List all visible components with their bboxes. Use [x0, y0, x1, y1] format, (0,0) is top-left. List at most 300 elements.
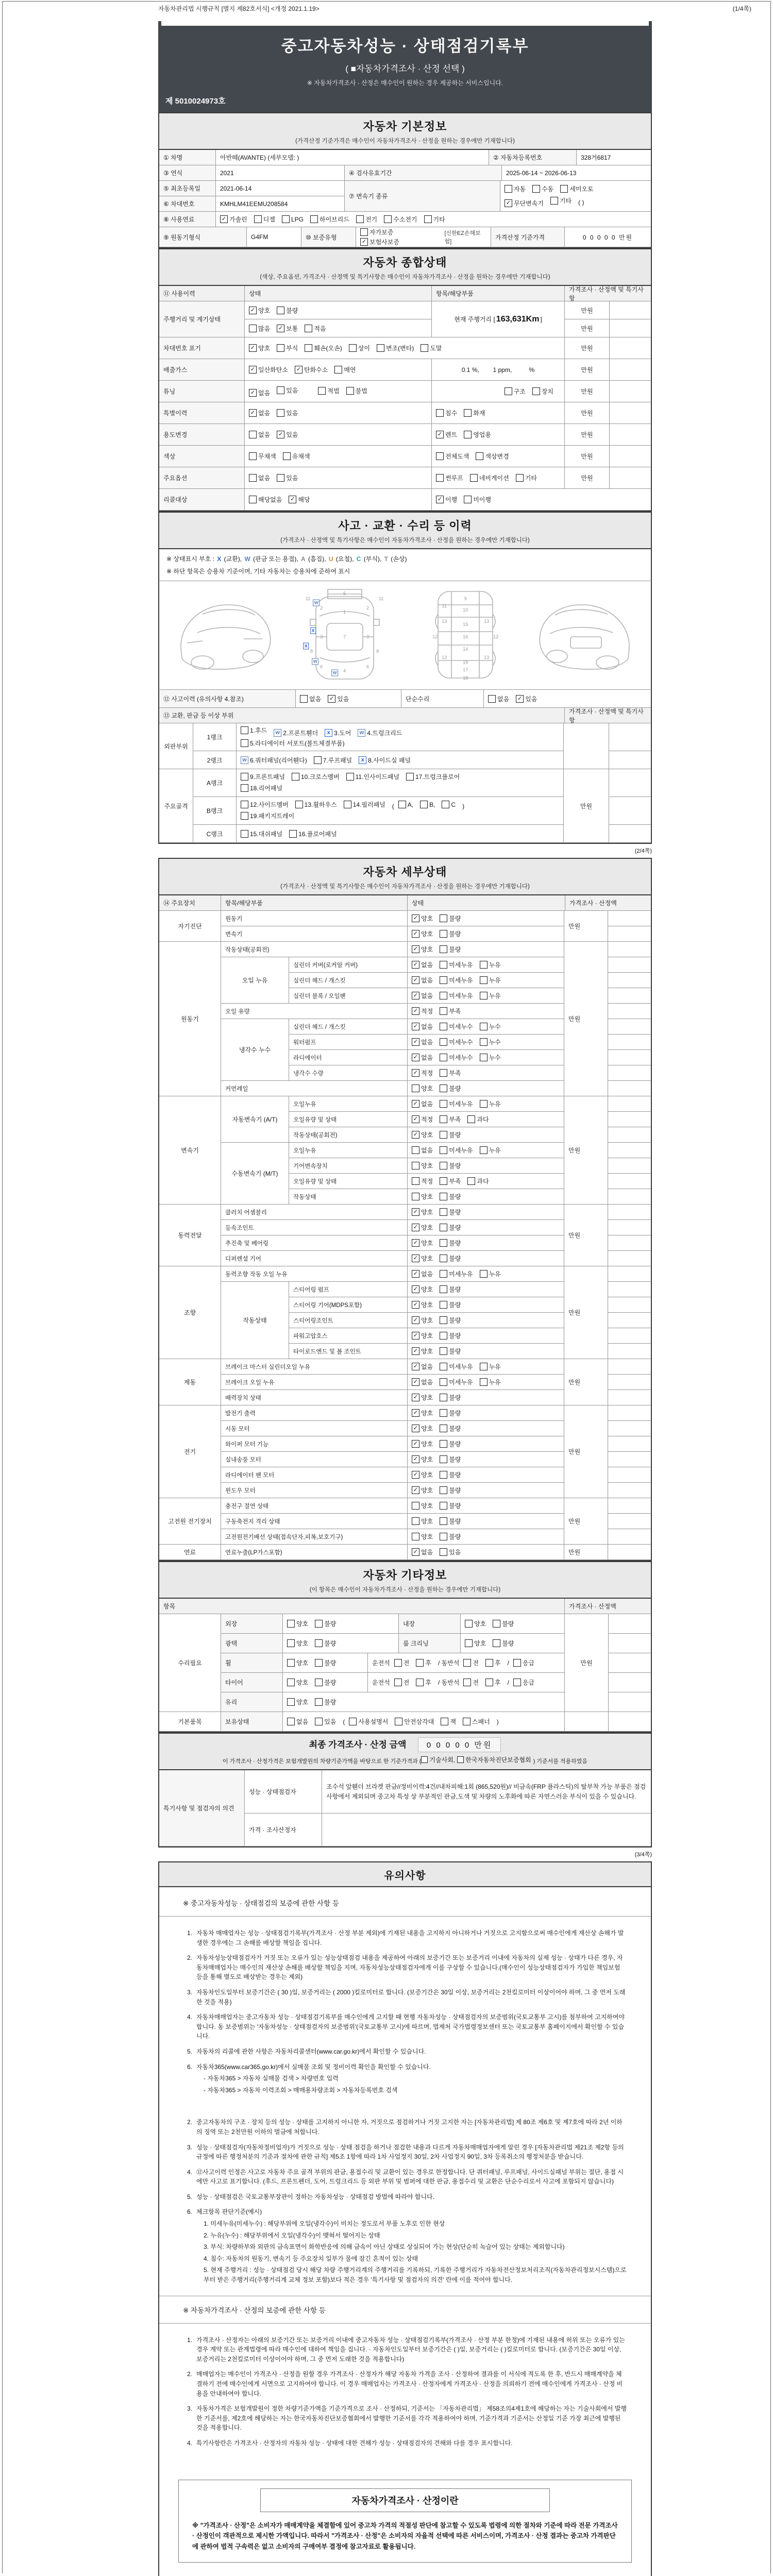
detail-item-row	[289, 1282, 564, 1297]
checkbox-option[interactable]	[412, 1099, 433, 1108]
checkbox-option[interactable]	[360, 238, 399, 246]
notice-item	[180, 1988, 627, 2007]
checkbox-option[interactable]	[465, 1619, 486, 1628]
checkbox-option[interactable]	[277, 430, 298, 439]
checkbox-option[interactable]	[359, 756, 411, 765]
checkbox-option[interactable]	[241, 800, 289, 809]
checkbox-option[interactable]	[314, 756, 352, 765]
checkbox-option[interactable]	[421, 1755, 455, 1764]
notice-item	[180, 2404, 627, 2433]
option-label: 해당없음	[258, 496, 282, 503]
checkbox-icon	[300, 695, 308, 703]
checkbox-option[interactable]	[440, 1223, 461, 1232]
checkbox-option[interactable]	[480, 1378, 501, 1386]
option-label: 불량	[449, 1209, 461, 1216]
option-label: 불량	[324, 1620, 337, 1628]
checkbox-option[interactable]	[440, 1084, 461, 1093]
checkbox-option[interactable]	[463, 1717, 490, 1726]
checkbox-option[interactable]	[420, 801, 435, 808]
notice-item-text: ⑫사고이력 인정은 사고로 자동차 주요 골격 부위의 판금, 용접수리 및 교환이 있는 경우로 한정합니다. 단 쿼터패널, 루프패널, 사이드실패널 부위는 절단, 용접 시에만 사고로 표기합니다. (후드, 프론트펜더, 도어, 트렁크리드 등 외판 부위 및 범퍼에 대한 판금, 용접수리 및 교환은 단순수리로서 사고에 포함되지 않습니다)	[196, 2168, 624, 2185]
checkbox-option[interactable]	[277, 386, 298, 395]
checkbox-checked-icon: ✓	[412, 1069, 419, 1077]
checkbox-option[interactable]	[532, 387, 553, 396]
checkbox-option[interactable]	[412, 914, 433, 923]
checkbox-checked-icon: ✓	[412, 1409, 419, 1417]
checkbox-option[interactable]	[476, 452, 509, 461]
checkbox-option[interactable]	[440, 1486, 461, 1495]
checkbox-option[interactable]	[467, 1115, 489, 1124]
checkbox-option[interactable]	[412, 1548, 433, 1556]
checkbox-option[interactable]	[249, 452, 276, 461]
checkbox-option[interactable]	[440, 1424, 461, 1433]
checkbox-checked-icon: ✓	[412, 1239, 419, 1247]
checkbox-checked-icon: ✓	[249, 366, 257, 374]
checkbox-option[interactable]	[440, 1208, 461, 1216]
checkbox-option[interactable]	[295, 365, 328, 374]
checkbox-option[interactable]	[277, 344, 298, 352]
checkbox-option[interactable]	[249, 388, 270, 397]
checkbox-option[interactable]	[440, 1517, 461, 1526]
notice-item-number: 3.	[187, 1988, 192, 1996]
checkbox-option[interactable]	[442, 801, 456, 808]
checkbox-option[interactable]	[289, 829, 337, 838]
warranty-type-label: ⑩ 보증유형	[301, 227, 356, 247]
option-label: 불량	[449, 1131, 461, 1139]
checkbox-option[interactable]	[315, 1678, 336, 1687]
device-items	[221, 1205, 564, 1266]
option-label: 기타	[559, 197, 572, 205]
checkbox-option[interactable]	[315, 1658, 336, 1667]
checkbox-icon	[287, 1639, 295, 1647]
checkbox-option[interactable]	[412, 1439, 433, 1448]
checkbox-option[interactable]	[412, 929, 433, 938]
checkbox-option[interactable]	[360, 228, 393, 236]
checkbox-option[interactable]	[412, 1424, 433, 1433]
checkbox-option[interactable]	[412, 1455, 433, 1464]
checkbox-option[interactable]	[412, 1501, 433, 1510]
checkbox-option[interactable]	[412, 1069, 433, 1077]
checkbox-option[interactable]	[550, 196, 572, 205]
checkbox-option[interactable]	[493, 1619, 514, 1628]
checkbox-option[interactable]	[493, 1639, 514, 1648]
checkbox-option[interactable]	[249, 430, 270, 439]
checkbox-option[interactable]	[440, 1099, 473, 1108]
checkbox-option[interactable]	[412, 1130, 433, 1139]
checkbox-option[interactable]	[480, 1099, 501, 1108]
checkbox-option[interactable]	[436, 430, 457, 439]
notice-item	[180, 2117, 627, 2137]
checkbox-option[interactable]	[249, 495, 282, 504]
checkbox-option[interactable]	[516, 694, 537, 703]
checkbox-option[interactable]	[440, 1038, 473, 1046]
notice-box	[158, 1887, 652, 2576]
checkbox-option[interactable]	[346, 386, 367, 395]
option-label: 네비게이션	[479, 474, 509, 482]
checkbox-option[interactable]	[287, 1658, 308, 1667]
checkbox-option[interactable]	[412, 1022, 433, 1031]
checkbox-option[interactable]	[412, 1208, 433, 1216]
detail-item-row	[289, 1112, 564, 1127]
checkbox-option[interactable]	[412, 1161, 433, 1170]
rank1-items	[237, 723, 564, 751]
checkbox-option[interactable]	[440, 1548, 461, 1556]
room-cleaning-status	[461, 1634, 565, 1653]
checkbox-option[interactable]	[220, 215, 247, 224]
checkbox-option[interactable]	[412, 1517, 433, 1526]
checkbox-option[interactable]	[440, 1393, 461, 1402]
option-label: 양호	[296, 1679, 309, 1686]
checkbox-icon	[440, 1394, 447, 1401]
option-text: /	[507, 1679, 509, 1686]
checkbox-option[interactable]	[440, 1269, 473, 1278]
checkbox-option[interactable]	[436, 495, 457, 504]
option-label: 18.리어패널	[250, 785, 283, 792]
checkbox-option[interactable]	[464, 430, 491, 439]
device-name: 연료	[159, 1545, 221, 1560]
checkbox-option[interactable]	[480, 1053, 501, 1062]
detail-item-row	[221, 1205, 564, 1220]
exchange-price-header: 가격조사 · 산정액 및 특기사항	[565, 708, 651, 723]
checkbox-option[interactable]	[295, 800, 337, 809]
checkbox-option[interactable]	[315, 1639, 336, 1648]
checkbox-option[interactable]	[315, 1619, 336, 1628]
checkbox-option[interactable]	[412, 1223, 433, 1232]
checkbox-icon	[440, 1486, 447, 1494]
checkbox-option[interactable]	[412, 945, 433, 954]
checkbox-option[interactable]	[305, 324, 326, 333]
checkbox-option[interactable]	[424, 215, 445, 224]
checkbox-option[interactable]	[249, 306, 270, 315]
checkbox-option[interactable]	[349, 344, 370, 352]
option-label: 안전삼각대	[404, 1718, 434, 1725]
checkbox-option[interactable]	[465, 1639, 486, 1648]
checkbox-option[interactable]	[277, 409, 298, 417]
notice-items	[159, 2324, 651, 2459]
detail-item-row	[221, 1452, 564, 1467]
car-diagram-underbody-view	[408, 585, 523, 684]
checkbox-option[interactable]	[249, 324, 270, 333]
checkbox-option[interactable]	[412, 976, 433, 985]
checkbox-option[interactable]	[287, 1717, 308, 1726]
checkbox-option[interactable]	[436, 452, 469, 461]
usage-change-label: 용도변경	[159, 424, 245, 446]
checkbox-option[interactable]	[406, 772, 460, 781]
checkbox-option[interactable]	[441, 1717, 456, 1726]
option-label: 없음	[421, 1270, 433, 1278]
price-unit: 만원	[564, 1498, 608, 1545]
checkbox-option[interactable]	[440, 1254, 461, 1263]
first-reg-label: ⑤ 최초등록일	[159, 181, 216, 196]
checkbox-option[interactable]	[480, 976, 501, 985]
checkbox-option[interactable]	[505, 184, 526, 193]
option-label: 16.플로어패널	[298, 830, 337, 838]
checkbox-option[interactable]	[283, 452, 310, 461]
checkbox-option[interactable]	[394, 1678, 410, 1687]
checkbox-option[interactable]	[485, 1658, 501, 1667]
document-note: ※ 자동차가격조사 · 산정은 매수인이 원하는 경우 제공하는 서비스입니다.	[307, 79, 503, 87]
checkbox-option[interactable]	[440, 1130, 461, 1139]
checkbox-option[interactable]	[480, 1362, 501, 1371]
checkbox-option[interactable]	[241, 739, 345, 748]
note-cell	[608, 1065, 651, 1081]
checkbox-icon	[440, 1471, 447, 1479]
option-label: 기타	[525, 474, 537, 482]
checkbox-icon	[277, 409, 284, 417]
checkbox-checked-icon: ✓	[412, 1054, 419, 1061]
checkbox-option[interactable]	[412, 1300, 433, 1309]
option-label: 불량	[449, 1348, 461, 1355]
checkbox-option[interactable]	[480, 1022, 501, 1031]
checkbox-option[interactable]	[412, 1239, 433, 1247]
checkbox-option[interactable]	[516, 473, 537, 482]
checkbox-option[interactable]	[412, 1316, 433, 1325]
item-name: 냉각수 수량	[289, 1065, 408, 1081]
checkbox-option[interactable]	[412, 1532, 433, 1541]
checkbox-option[interactable]	[440, 1470, 461, 1479]
option-label: 잭	[450, 1718, 456, 1725]
checkbox-option[interactable]	[325, 728, 351, 737]
item-name: 연료누출(LP가스포함)	[221, 1545, 408, 1560]
checkbox-option[interactable]	[241, 726, 267, 735]
checkbox-option[interactable]	[440, 1455, 461, 1464]
option-text: 운전석	[372, 1679, 390, 1686]
col-status: 상태	[408, 895, 565, 911]
checkbox-option[interactable]	[315, 1698, 336, 1706]
checkbox-option[interactable]	[440, 945, 461, 954]
option-label: 없음	[296, 1718, 309, 1725]
checkbox-icon	[464, 496, 472, 503]
checkbox-option[interactable]	[436, 473, 463, 482]
checkbox-option[interactable]	[412, 1007, 433, 1015]
checkbox-option[interactable]	[249, 473, 270, 482]
checkbox-option[interactable]	[436, 409, 457, 417]
checkbox-option[interactable]	[464, 409, 485, 417]
checkbox-option[interactable]	[241, 829, 282, 838]
checkbox-icon	[249, 452, 257, 460]
checkbox-option[interactable]	[287, 1678, 308, 1687]
checkbox-option[interactable]	[416, 1658, 431, 1667]
checkbox-option[interactable]	[249, 344, 270, 352]
engine-type-value: G4FM	[247, 227, 301, 247]
checkbox-option[interactable]	[440, 1177, 461, 1185]
checkbox-option[interactable]	[254, 215, 275, 224]
checkbox-option[interactable]	[513, 1678, 534, 1687]
checkbox-option[interactable]	[305, 344, 342, 352]
sub-group-name: 수동변속기 (M/T)	[221, 1143, 289, 1205]
checkbox-option[interactable]	[292, 772, 340, 781]
checkbox-option[interactable]	[287, 1639, 308, 1648]
checkbox-option[interactable]	[300, 694, 321, 703]
checkbox-option[interactable]	[440, 1331, 461, 1340]
checkbox-option[interactable]	[505, 387, 526, 396]
checkbox-option[interactable]	[412, 1254, 433, 1263]
detail-item-row	[221, 1220, 564, 1235]
option-label: 후	[495, 1679, 501, 1686]
checkbox-option[interactable]	[440, 991, 473, 1000]
checkbox-icon	[305, 325, 312, 332]
checkbox-option[interactable]	[440, 1409, 461, 1417]
checkbox-option[interactable]	[488, 694, 509, 703]
checkbox-option[interactable]	[480, 1146, 501, 1155]
price-unit: 만원	[564, 1266, 608, 1359]
checkbox-option[interactable]	[315, 1717, 336, 1726]
checkbox-option[interactable]	[241, 756, 307, 765]
checkbox-option[interactable]	[412, 1084, 433, 1093]
checkbox-option[interactable]	[440, 1007, 461, 1015]
checkbox-option[interactable]	[440, 1378, 473, 1386]
checkbox-option[interactable]	[470, 473, 509, 482]
checkbox-option[interactable]	[440, 1300, 461, 1309]
checkbox-option[interactable]	[480, 991, 501, 1000]
checkbox-icon	[480, 1146, 488, 1154]
option-label: 적정	[421, 1178, 433, 1185]
checkbox-option[interactable]	[440, 1532, 461, 1541]
checkbox-option[interactable]	[334, 365, 356, 374]
checkbox-option[interactable]	[349, 1717, 388, 1726]
checkbox-option[interactable]	[287, 1698, 308, 1706]
checkbox-option[interactable]	[463, 1658, 479, 1667]
checkbox-option[interactable]	[412, 1362, 433, 1371]
checkbox-option[interactable]	[287, 1619, 308, 1628]
checkbox-option[interactable]	[412, 1053, 433, 1062]
checkbox-option[interactable]	[480, 1038, 501, 1046]
diagram-number: 13	[442, 619, 447, 624]
checkbox-option[interactable]	[412, 1470, 433, 1479]
checkbox-option[interactable]	[440, 976, 473, 985]
checkbox-option[interactable]	[398, 801, 413, 808]
checkbox-option[interactable]	[421, 344, 442, 352]
checkbox-option[interactable]	[480, 960, 501, 969]
checkbox-option[interactable]	[440, 1362, 473, 1371]
checkbox-option[interactable]	[412, 960, 433, 969]
checkbox-option[interactable]	[377, 344, 414, 352]
diagram-number: 16	[463, 634, 468, 639]
notice-item	[180, 1928, 627, 1947]
option-label: 하이브리드	[319, 216, 349, 223]
checkbox-option[interactable]	[513, 1658, 534, 1667]
option-label: 보통	[286, 325, 298, 332]
checkbox-option[interactable]	[249, 409, 270, 417]
checkbox-option[interactable]	[394, 1658, 410, 1667]
checkbox-option[interactable]	[358, 728, 402, 737]
checkbox-checked-icon: ✓	[249, 409, 257, 417]
checkbox-option[interactable]	[412, 1177, 433, 1185]
final-price-label: 최종 가격조사 · 산정 금액	[309, 1740, 407, 1750]
checkbox-option[interactable]	[274, 728, 318, 737]
checkbox-option[interactable]	[412, 1409, 433, 1417]
checkbox-option[interactable]	[412, 1038, 433, 1046]
checkbox-option[interactable]	[440, 1053, 473, 1062]
checkbox-option[interactable]	[440, 1316, 461, 1325]
usage-change-status	[245, 424, 432, 446]
rankB-label: B랭크	[193, 797, 237, 825]
checkbox-option[interactable]	[412, 991, 433, 1000]
option-label: 미세누유	[449, 1363, 473, 1370]
checkbox-option[interactable]	[289, 495, 310, 504]
option-label: 보험사보증	[369, 239, 399, 246]
checkbox-option[interactable]	[467, 1177, 489, 1185]
checkbox-option[interactable]	[412, 1115, 433, 1124]
checkbox-option[interactable]	[412, 1192, 433, 1201]
checkbox-option[interactable]	[356, 215, 377, 224]
wheel-detail	[368, 1653, 565, 1673]
checkbox-icon	[315, 1659, 323, 1667]
checkbox-option[interactable]	[328, 694, 349, 703]
checkbox-option[interactable]	[412, 1331, 433, 1340]
checkbox-icon	[289, 830, 297, 838]
color-status	[245, 446, 432, 467]
item-name: 스티어링 펌프	[289, 1282, 408, 1297]
checkbox-option[interactable]	[440, 960, 473, 969]
checkbox-option[interactable]	[249, 365, 288, 374]
checkbox-option[interactable]	[277, 324, 298, 333]
checkbox-option[interactable]	[416, 1678, 431, 1687]
checkbox-option[interactable]	[440, 1069, 461, 1077]
checkbox-option[interactable]	[463, 1678, 479, 1687]
item-name: 작동상태(공회전)	[289, 1127, 408, 1143]
checkbox-icon	[488, 695, 496, 703]
checkbox-option[interactable]	[560, 184, 593, 193]
checkbox-option[interactable]	[412, 1378, 433, 1386]
checkbox-option[interactable]	[412, 1347, 433, 1355]
checkbox-checked-icon: ✓	[412, 992, 419, 999]
checkbox-option[interactable]	[440, 1022, 473, 1031]
checkbox-option[interactable]	[310, 215, 349, 224]
checkbox-option[interactable]	[241, 772, 285, 781]
checkbox-option[interactable]	[412, 1393, 433, 1402]
checkbox-option[interactable]	[277, 473, 298, 482]
checkbox-option[interactable]	[440, 1285, 461, 1294]
diagram-number: 13	[484, 655, 490, 660]
checkbox-option[interactable]	[412, 1486, 433, 1495]
checkbox-option[interactable]	[440, 929, 461, 938]
checkbox-option[interactable]	[440, 914, 461, 923]
detail-group-row	[159, 1266, 651, 1359]
checkbox-option[interactable]	[440, 1146, 473, 1155]
checkbox-option[interactable]	[412, 1269, 433, 1278]
checkbox-option[interactable]	[412, 1146, 433, 1155]
checkbox-option[interactable]	[480, 1269, 501, 1278]
checkbox-option[interactable]	[505, 199, 544, 208]
checkbox-option[interactable]	[440, 1501, 461, 1510]
checkbox-option[interactable]	[440, 1115, 461, 1124]
option-label: 양호	[296, 1640, 309, 1647]
checkbox-option[interactable]	[346, 772, 399, 781]
checkbox-option[interactable]	[344, 800, 385, 809]
checkbox-option[interactable]	[318, 386, 339, 395]
checkbox-option[interactable]	[440, 1347, 461, 1355]
checkbox-icon	[505, 185, 512, 193]
checkbox-option[interactable]	[412, 1285, 433, 1294]
checkbox-option[interactable]	[384, 215, 417, 224]
checkbox-option[interactable]	[440, 1439, 461, 1448]
checkbox-option[interactable]	[532, 184, 553, 193]
checkbox-option[interactable]	[395, 1717, 434, 1726]
checkbox-option[interactable]	[485, 1678, 501, 1687]
checkbox-option[interactable]	[241, 811, 294, 820]
checkbox-option[interactable]	[241, 784, 282, 792]
checkbox-option[interactable]	[464, 495, 491, 504]
rank2-label: 2랭크	[193, 751, 237, 769]
checkbox-option[interactable]	[282, 215, 304, 223]
checkbox-option[interactable]	[440, 1239, 461, 1247]
checkbox-option[interactable]	[457, 1755, 531, 1764]
checkbox-option[interactable]	[277, 306, 298, 315]
notice-items	[159, 2106, 651, 2295]
checkbox-option[interactable]	[440, 1192, 461, 1201]
detail-item-row	[221, 1405, 564, 1421]
checkbox-option[interactable]	[440, 1161, 461, 1170]
